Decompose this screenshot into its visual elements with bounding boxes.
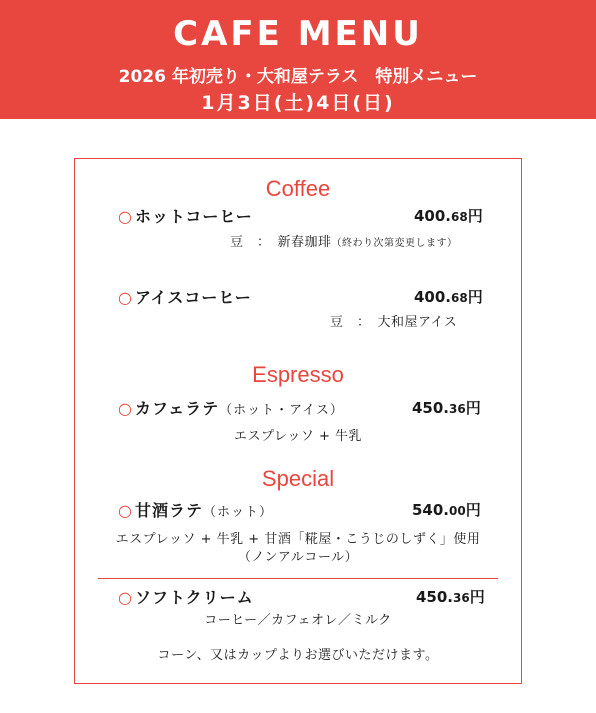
price-main: 400. bbox=[414, 288, 452, 306]
bullet-icon: ○ bbox=[118, 207, 133, 226]
price-hot-coffee bbox=[414, 205, 483, 226]
price-unit: 円 bbox=[465, 501, 481, 519]
price-unit: 円 bbox=[469, 588, 485, 606]
desc-cafe-latte: エスプレッソ + 牛乳 bbox=[233, 429, 362, 444]
price-decimal: 00 bbox=[449, 504, 466, 518]
item-name: カフェラテ bbox=[134, 399, 220, 418]
price-decimal: 68 bbox=[451, 291, 468, 305]
price-unit: 円 bbox=[467, 288, 483, 306]
menu-item-soft-cream bbox=[118, 585, 254, 608]
item-name: アイスコーヒー bbox=[134, 288, 252, 307]
price-unit: 円 bbox=[467, 207, 483, 225]
event-subtitle: 2026 年初売り・大和屋テラス 特別メニュー bbox=[118, 67, 478, 87]
soft-cream-footer-note: コーン、又はカップよりお選びいただけます。 bbox=[157, 648, 439, 663]
bean-label: 豆 ： 新春珈琲 bbox=[230, 235, 332, 250]
item-name: ソフトクリーム bbox=[134, 588, 254, 607]
bean-hot-coffee bbox=[230, 231, 458, 250]
section-heading-espresso: Espresso bbox=[252, 362, 344, 387]
menu-item-amazake-latte bbox=[118, 498, 273, 521]
price-main: 450. bbox=[412, 399, 450, 417]
price-unit: 円 bbox=[465, 399, 481, 417]
desc-amazake-latte: エスプレッソ + 牛乳 + 甘酒「糀屋・こうじのしずく」使用 bbox=[115, 532, 481, 547]
section-heading-coffee: Coffee bbox=[265, 176, 331, 201]
menu-item-cafe-latte bbox=[118, 396, 344, 419]
price-decimal: 36 bbox=[449, 402, 466, 416]
price-decimal: 36 bbox=[453, 591, 470, 605]
price-main: 450. bbox=[416, 588, 454, 606]
section-heading-special: Special bbox=[261, 466, 335, 491]
item-name: 甘酒ラテ bbox=[134, 501, 203, 520]
item-note: （ホット・アイス） bbox=[219, 403, 344, 418]
desc-amazake-nonalcoholic: （ノンアルコール） bbox=[237, 550, 359, 565]
menu-item-iced-coffee bbox=[118, 285, 252, 308]
bean-iced-coffee: 豆 ： 大和屋アイス bbox=[330, 315, 458, 330]
bullet-icon: ○ bbox=[118, 288, 133, 307]
bullet-icon: ○ bbox=[118, 588, 133, 607]
event-dates: 1月3日(土)4日(日) bbox=[201, 92, 395, 114]
item-note: （ホット） bbox=[202, 505, 273, 520]
price-decimal: 68 bbox=[451, 210, 468, 224]
price-soft-cream bbox=[416, 586, 485, 607]
bean-note: （終わり次第変更します） bbox=[331, 238, 458, 249]
menu-item-hot-coffee bbox=[118, 204, 253, 227]
section-divider bbox=[98, 578, 498, 579]
bullet-icon: ○ bbox=[118, 501, 133, 520]
price-cafe-latte bbox=[412, 397, 481, 418]
price-amazake-latte bbox=[412, 499, 481, 520]
price-iced-coffee bbox=[414, 286, 483, 307]
menu-title: CAFE MENU bbox=[173, 14, 423, 54]
bullet-icon: ○ bbox=[118, 399, 133, 418]
header-banner bbox=[0, 0, 596, 119]
price-main: 540. bbox=[412, 501, 450, 519]
price-main: 400. bbox=[414, 207, 452, 225]
item-name: ホットコーヒー bbox=[134, 207, 253, 226]
soft-cream-flavors: コーヒー／カフェオレ／ミルク bbox=[204, 613, 392, 628]
